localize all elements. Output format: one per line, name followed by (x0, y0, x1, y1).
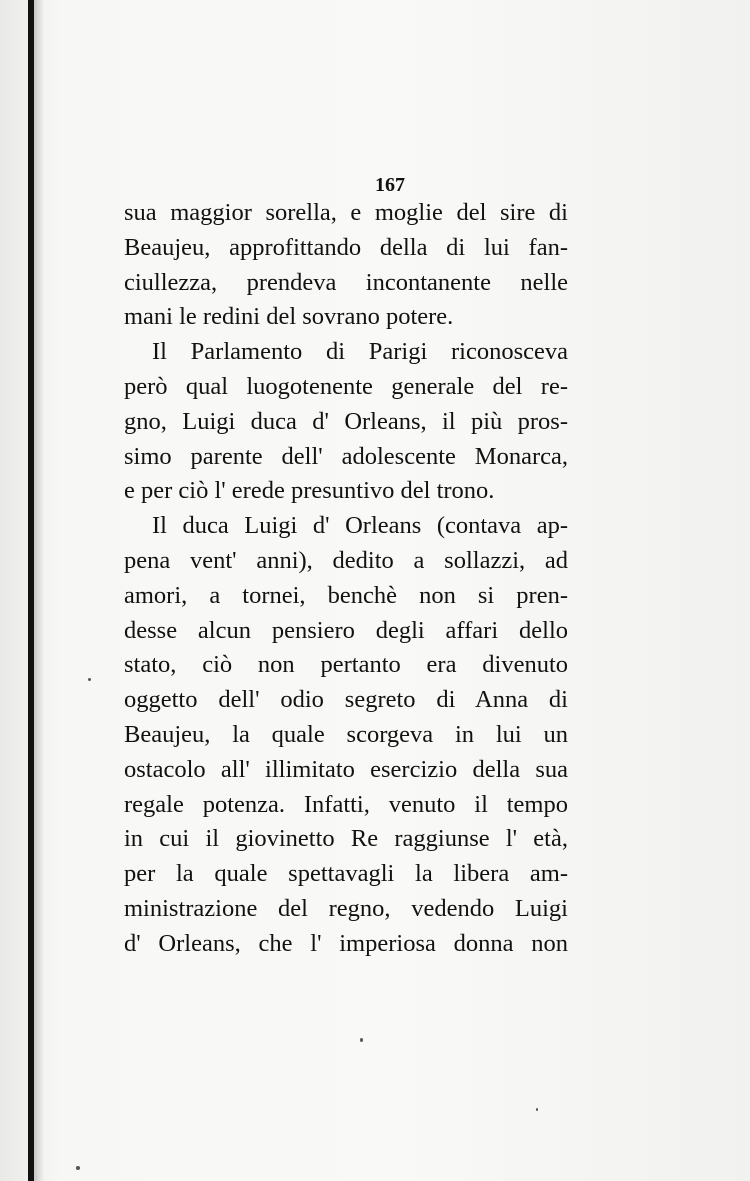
text-line: ostacolo all' illimitato esercizio della sua (124, 755, 568, 783)
text-line: desse alcun pensiero degli affari dello (124, 616, 568, 644)
text-line: però qual luogotenente generale del re- (124, 372, 568, 400)
text-line: Beaujeu, la quale scorgeva in lui un (124, 720, 568, 748)
text-line: pena vent' anni), dedito a sollazzi, ad (124, 546, 568, 574)
paper-speck (536, 1108, 538, 1111)
text-line: e per ciò l' erede presuntivo del trono. (124, 477, 495, 505)
text-line: oggetto dell' odio segreto di Anna di (124, 686, 568, 714)
text-line: simo parente dell' adolescente Monarca, (124, 442, 568, 470)
text-line: Il Parlamento di Parigi riconosceva (152, 338, 568, 366)
text-line: ministrazione del regno, vedendo Luigi (124, 894, 568, 922)
body-text (124, 196, 568, 962)
paper-speck (76, 1166, 80, 1170)
text-line: per la quale spettavagli la libera am- (124, 860, 568, 888)
paper-speck (88, 678, 91, 681)
text-line: Il duca Luigi d' Orleans (contava ap- (152, 512, 568, 540)
text-line: gno, Luigi duca d' Orleans, il più pros- (124, 407, 568, 435)
text-line: stato, ciò non pertanto era divenuto (124, 651, 568, 679)
text-line: amori, a tornei, benchè non si pren- (124, 581, 568, 609)
text-line: d' Orleans, che l' imperiosa donna non (124, 929, 568, 957)
text-line: regale potenza. Infatti, venuto il tempo (124, 790, 568, 818)
text-line: sua maggior sorella, e moglie del sire di (124, 199, 568, 226)
text-line: mani le redini del sovrano potere. (124, 303, 454, 331)
text-line: in cui il giovinetto Re raggiunse l' età, (124, 825, 568, 853)
text-line: ciullezza, prendeva incontanente nelle (124, 268, 568, 296)
paper-speck (360, 1038, 363, 1042)
page-number: 167 (375, 174, 405, 196)
text-line: Beaujeu, approfittando della di lui fan- (124, 233, 568, 261)
